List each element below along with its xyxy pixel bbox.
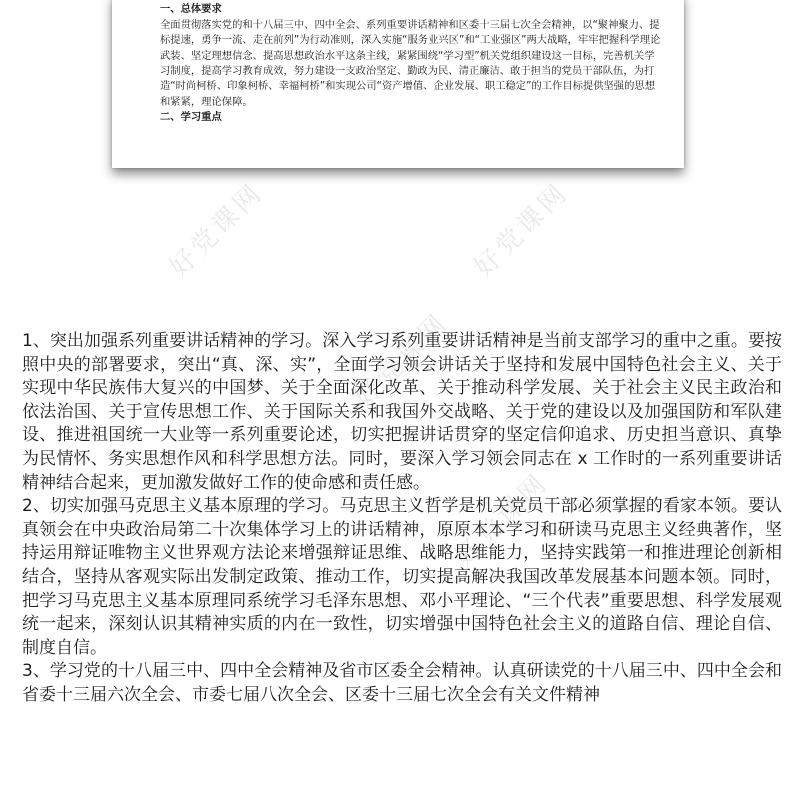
document-body xyxy=(22,330,782,708)
paragraph-1: 1、突出加强系列重要讲话精神的学习。深入学习系列重要讲话精神是当前支部学习的重中之重。要按照中央的部署要求，突出“真、深、实”，全面学习领会讲话关于坚持和发展中国特色社会主义、关于实现中华民族伟大复兴的中国梦、关于全面深化改革、关于推动科学发展、关于社会主义民主政治和依法治国、关于宣传思想工作、关于国际关系和我国外交战略、关于党的建设以及加强国防和军队建设、推进祖国统一大业等一系列重要论述，切实把握讲话贯穿的坚定信仰追求、历史担当意识、真挚为民情怀、务实思想作风和科学思想方法。同时，要深入学习领会同志在 x 工作时的一系列重要讲话精神结合起来，更加激发做好工作的使命感和责任感。 xyxy=(22,331,782,493)
watermark: 好党课网 xyxy=(348,307,455,414)
watermark: 好党课网 xyxy=(448,467,555,574)
paragraph-2: 2、切实加强马克思主义基本原理的学习。马克思主义哲学是机关党员干部必须掌握的看家本领。要认真领会在中央政治局第二十次集体学习上的讲话精神，原原本本学习和研读马克思主义经典著作，坚持运用辩证唯物主义世界观方法论来增强辩证思维、战略思维能力，坚持实践第一和推进理论创新相结合，坚持从客观实际出发制定政策、推动工作，切实提高解决我国改革发展基本问题本领。同时，把学习马克思主义基本原理同系统学习毛泽东思想、邓小平理论、“三个代表”重要思想、科学发展观统一起来，深刻认识其精神实质的内在一致性，切实增强中国特色社会主义的道路自信、理论自信、制度自信。 xyxy=(22,496,782,658)
preview-section1-heading: 一、总体要求 xyxy=(160,3,222,16)
preview-section2-heading: 二、学习重点 xyxy=(160,111,222,124)
preview-content xyxy=(112,0,684,126)
document-preview-card xyxy=(112,0,684,168)
watermark: 好党课网 xyxy=(163,177,270,284)
paragraph-3: 3、学习党的十八届三中、四中全会精神及省市区委全会精神。认真研读党的十八届三中、四中全会和省委十三届六次全会、市委七届八次全会、区委十三届七次全会有关文件精神 xyxy=(22,661,782,705)
preview-section1-body: 全面贯彻落实党的和十八届三中、四中全会、系列重要讲话精神和区委十三届七次全会精神，以“聚神聚力、提标提速，勇争一流、走在前列”为行动准则，深入实施“服务业兴区”和“工业强区”两大战略，牢牢把握科学理论武装、坚定理想信念、提高思想政治水平这条主线，紧紧围绕“学习型”机关党组织建设这一目标，完善机关学习制度，提高学习教育成效，努力建设一支政治坚定、勤政为民、清正廉洁、敢于担当的党员干部队伍，为打造“时尚柯桥、印象柯桥、幸福柯桥”和实现公司“资产增值、企业发展、职工稳定”的工作目标提供坚强的思想和紧紧，理论保障。 xyxy=(160,18,661,108)
watermark: 好党课网 xyxy=(468,177,575,284)
